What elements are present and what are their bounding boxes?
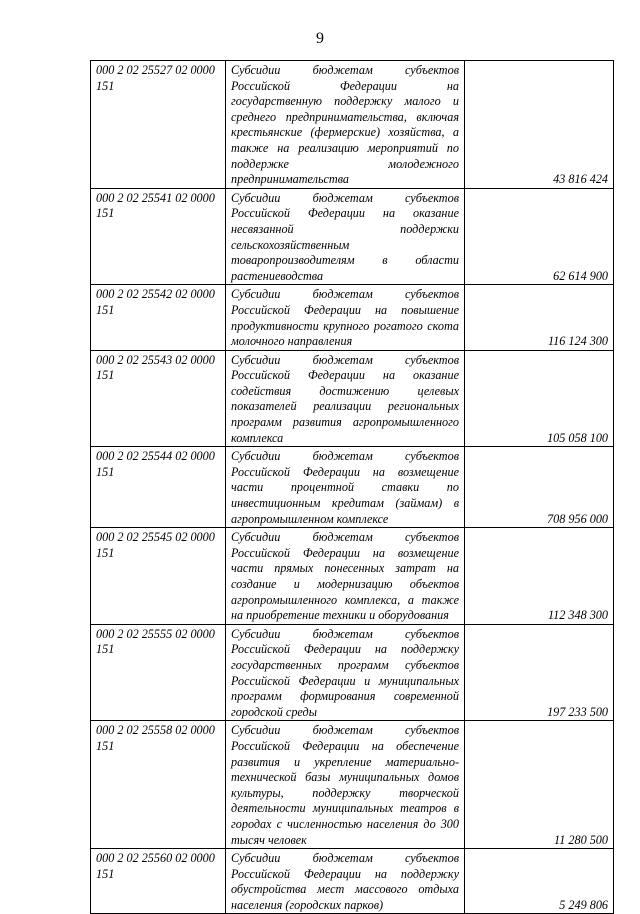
revenue-amount-cell: 5 249 806 — [465, 849, 614, 914]
revenue-description-cell: Субсидии бюджетам субъектов Российской Федерации на возмещение части процентной ставки по инвестиционным кредитам (займам) в агропромышленном комплексе — [226, 447, 465, 528]
revenue-description-cell: Субсидии бюджетам субъектов Российской Федерации на поддержку государственных программ субъектов Российской Федерации и муниципальных программ формирования современной городской среды — [226, 624, 465, 721]
revenue-amount-cell: 105 058 100 — [465, 350, 614, 447]
revenue-code-cell: 000 2 02 25558 02 0000 151 — [91, 721, 226, 849]
revenue-amount-cell: 112 348 300 — [465, 528, 614, 625]
revenue-code-cell: 000 2 02 25560 02 0000 151 — [91, 849, 226, 914]
revenue-description-cell: Субсидии бюджетам субъектов Российской Федерации на повышение продуктивности крупного рогатого скота молочного направления — [226, 285, 465, 350]
revenue-amount-cell: 43 816 424 — [465, 61, 614, 189]
table-row — [91, 849, 614, 914]
revenue-code-cell: 000 2 02 25545 02 0000 151 — [91, 528, 226, 625]
table-row — [91, 721, 614, 849]
revenue-description-cell: Субсидии бюджетам субъектов Российской Федерации на оказание содействия достижению целевых показателей реализации региональных программ развития агропромышленного комплекса — [226, 350, 465, 447]
table-row — [91, 285, 614, 350]
revenue-description-cell: Субсидии бюджетам субъектов Российской Федерации на государственную поддержку малого и среднего предпринимательства, включая крестьянские (фермерские) хозяйства, а также на реализацию мероприятий по поддержке молодежного предпринимательства — [226, 61, 465, 189]
revenue-amount-cell: 197 233 500 — [465, 624, 614, 721]
table-row — [91, 350, 614, 447]
revenue-code-cell: 000 2 02 25541 02 0000 151 — [91, 188, 226, 285]
revenue-description-cell: Субсидии бюджетам субъектов Российской Федерации на возмещение части прямых понесенных затрат на создание и модернизацию объектов агропромышленного комплекса, а также на приобретение техники и оборудования — [226, 528, 465, 625]
revenue-description-cell: Субсидии бюджетам субъектов Российской Федерации на обеспечение развития и укрепление материально-технической базы муниципальных домов культуры, поддержку творческой деятельности муниципальных театров в городах с численностью населения до 300 тысяч человек — [226, 721, 465, 849]
revenue-amount-cell: 116 124 300 — [465, 285, 614, 350]
table-row — [91, 528, 614, 625]
revenue-description-cell: Субсидии бюджетам субъектов Российской Федерации на оказание несвязанной поддержки сельскохозяйственным товаропроизводителям в области растениеводства — [226, 188, 465, 285]
table-row — [91, 188, 614, 285]
revenue-code-cell: 000 2 02 25542 02 0000 151 — [91, 285, 226, 350]
budget-revenue-table — [90, 60, 614, 914]
revenue-code-cell: 000 2 02 25527 02 0000 151 — [91, 61, 226, 189]
revenue-amount-cell: 11 280 500 — [465, 721, 614, 849]
revenue-code-cell: 000 2 02 25543 02 0000 151 — [91, 350, 226, 447]
revenue-amount-cell: 62 614 900 — [465, 188, 614, 285]
revenue-description-cell: Субсидии бюджетам субъектов Российской Федерации на поддержку обустройства мест массового отдыха населения (городских парков) — [226, 849, 465, 914]
table-row — [91, 447, 614, 528]
revenue-amount-cell: 708 956 000 — [465, 447, 614, 528]
revenue-code-cell: 000 2 02 25544 02 0000 151 — [91, 447, 226, 528]
table-row — [91, 61, 614, 189]
revenue-code-cell: 000 2 02 25555 02 0000 151 — [91, 624, 226, 721]
page-number: 9 — [316, 30, 324, 47]
table-row — [91, 624, 614, 721]
